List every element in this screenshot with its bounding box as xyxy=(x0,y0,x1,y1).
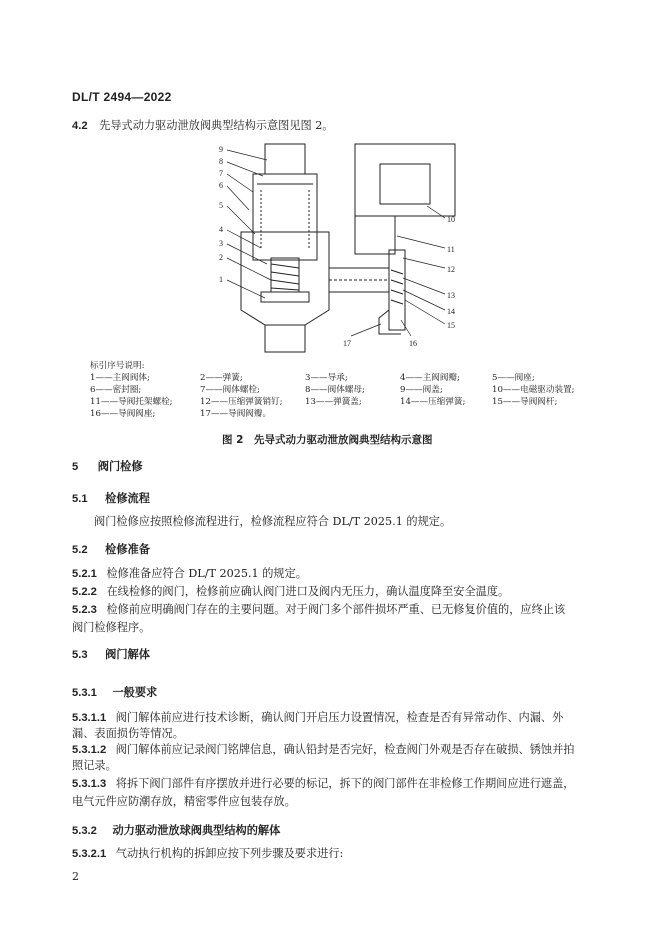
legend-item: 16——导阀阀座; xyxy=(90,409,156,419)
solenoid-actuator xyxy=(380,164,430,204)
callout-11: 11 xyxy=(447,245,455,254)
callout-4: 4 xyxy=(219,225,223,234)
callout-3: 3 xyxy=(219,239,223,248)
clause-5-3-2-1 xyxy=(72,846,343,862)
callout-9: 9 xyxy=(219,145,223,154)
section-title: 检修准备 xyxy=(105,542,150,556)
clause-text: 阀门解体前应进行技术诊断，确认阀门开启压力设置情况，检查是否有异常动作、内漏、外 xyxy=(115,711,564,724)
section-5-2 xyxy=(72,541,150,558)
callout-15: 15 xyxy=(447,321,455,330)
clause-number: 5.2.1 xyxy=(72,568,97,580)
legend-row xyxy=(90,384,575,396)
legend-item: 15——导阀阀杆; xyxy=(492,397,558,407)
legend-item: 2——弹簧; xyxy=(200,373,243,383)
legend-row xyxy=(90,408,575,420)
valve-structure-diagram xyxy=(205,140,475,355)
section-5-3-1 xyxy=(72,684,157,701)
section-5-3-2 xyxy=(72,822,280,839)
section-title: 一般要求 xyxy=(112,685,158,699)
clause-text: 在线检修的阀门，检修前应确认阀门进口及阀内无压力，确认温度降至安全温度。 xyxy=(106,585,510,598)
legend-item: 5——阀座; xyxy=(492,373,535,383)
section-title: 阀门检修 xyxy=(97,459,143,473)
pilot-bracket xyxy=(355,216,395,254)
callout-7: 7 xyxy=(219,169,223,178)
callout-12: 12 xyxy=(447,265,455,274)
clause-number: 5.3.1.1 xyxy=(72,712,107,724)
legend-item: 7——阀体螺栓; xyxy=(200,385,260,395)
section-number: 5.1 xyxy=(72,493,88,505)
callout-10: 10 xyxy=(447,215,455,224)
section-number: 5 xyxy=(72,461,79,473)
clause-5-2-1 xyxy=(72,566,307,582)
legend-item: 3——导承; xyxy=(305,373,348,383)
clause-number: 5.2.2 xyxy=(72,586,97,598)
legend-item: 17——导阀阀瓣。 xyxy=(200,409,272,419)
section-number: 5.3.1 xyxy=(72,687,97,699)
clause-text-cont: 阀门检修程序。 xyxy=(72,621,151,634)
clause-number: 5.3.1.3 xyxy=(72,778,107,790)
clause-text-cont: 照记录。 xyxy=(72,759,117,772)
clause-5-3-1-3 xyxy=(72,776,574,792)
legend-item: 9——阀盖; xyxy=(400,385,443,395)
clause-text: 气动执行机构的拆卸应按下列步骤及要求进行: xyxy=(115,847,344,860)
section-5 xyxy=(72,458,143,475)
section-text: 先导式动力驱动泄放阀典型结构示意图见图 2。 xyxy=(99,119,334,132)
clause-5-2-3 xyxy=(72,602,565,618)
section-4-2 xyxy=(72,118,334,134)
callout-16: 16 xyxy=(409,339,417,348)
section-number: 5.3 xyxy=(72,649,88,661)
page-number: 2 xyxy=(72,870,79,883)
legend-item: 11——导阀托架螺栓; xyxy=(90,397,173,407)
callout-14: 14 xyxy=(447,307,455,316)
legend-row xyxy=(90,396,575,408)
clause-text: 检修前应明确阀门存在的主要问题。对于阀门多个部件损坏严重、已无修复价值的，应终止该 xyxy=(106,603,566,616)
clause-number: 5.2.3 xyxy=(72,604,97,616)
main-disc xyxy=(261,292,309,302)
bonnet-top xyxy=(265,144,305,174)
legend-item: 10——电磁驱动装置; xyxy=(492,385,575,395)
legend-item: 1——主阀阀体; xyxy=(90,373,150,383)
legend-item: 13——弹簧盖; xyxy=(305,397,362,407)
legend-item: 6——密封圈; xyxy=(90,385,142,395)
callout-5: 5 xyxy=(219,201,223,210)
section-5-1 xyxy=(72,490,150,507)
clause-text: 阀门解体前应记录阀门铭牌信息，确认铅封是否完好，检查阀门外观是否存在破损、锈蚀并拍 xyxy=(115,743,575,756)
legend-item: 8——阀体螺母; xyxy=(305,385,365,395)
legend-item: 12——压缩弹簧销钉; xyxy=(200,397,283,407)
callout-8: 8 xyxy=(219,157,223,166)
legend-table xyxy=(90,372,575,420)
section-title: 阀门解体 xyxy=(105,647,150,661)
callout-2: 2 xyxy=(219,253,223,262)
callout-6: 6 xyxy=(219,181,223,190)
section-title: 动力驱动泄放球阀典型结构的解体 xyxy=(112,823,281,837)
figure-caption: 图 2 先导式动力驱动泄放阀典型结构示意图 xyxy=(222,434,433,446)
callout-1: 1 xyxy=(219,275,223,284)
clause-5-3-1-2 xyxy=(72,742,574,758)
bonnet xyxy=(253,174,317,260)
clause-5-3-1-1 xyxy=(72,710,563,726)
paragraph: 阀门检修应按照检修流程进行，检修流程应符合 DL/T 2025.1 的规定。 xyxy=(94,515,452,528)
callout-17: 17 xyxy=(343,339,351,348)
clause-number: 5.3.1.2 xyxy=(72,744,107,756)
section-number: 5.2 xyxy=(72,544,88,556)
document-code: DL/T 2494—2022 xyxy=(72,90,172,104)
section-title: 检修流程 xyxy=(105,491,150,505)
clause-5-2-2 xyxy=(72,584,509,600)
clause-text-cont: 电气元件应防潮存放，精密零件应包装存放。 xyxy=(72,795,296,808)
clause-text: 检修准备应符合 DL/T 2025.1 的规定。 xyxy=(106,567,307,580)
solenoid-housing xyxy=(355,144,455,216)
legend-item: 4——主阀阀瓣; xyxy=(400,373,460,383)
section-number: 4.2 xyxy=(72,120,88,132)
section-5-3 xyxy=(72,646,150,663)
main-body xyxy=(241,232,329,325)
legend-title: 标引序号说明: xyxy=(90,361,145,371)
legend-row xyxy=(90,372,575,384)
callout-13: 13 xyxy=(447,291,455,300)
clause-number: 5.3.2.1 xyxy=(72,848,107,860)
clause-text: 将拆下阀门部件有序摆放并进行必要的标记，拆下的阀门部件在非检修工作期间应进行遮盖， xyxy=(115,777,575,790)
section-number: 5.3.2 xyxy=(72,825,97,837)
clause-text-cont: 漏、表面损伤等情况。 xyxy=(72,727,184,740)
legend-item: 14——压缩弹簧; xyxy=(400,397,466,407)
